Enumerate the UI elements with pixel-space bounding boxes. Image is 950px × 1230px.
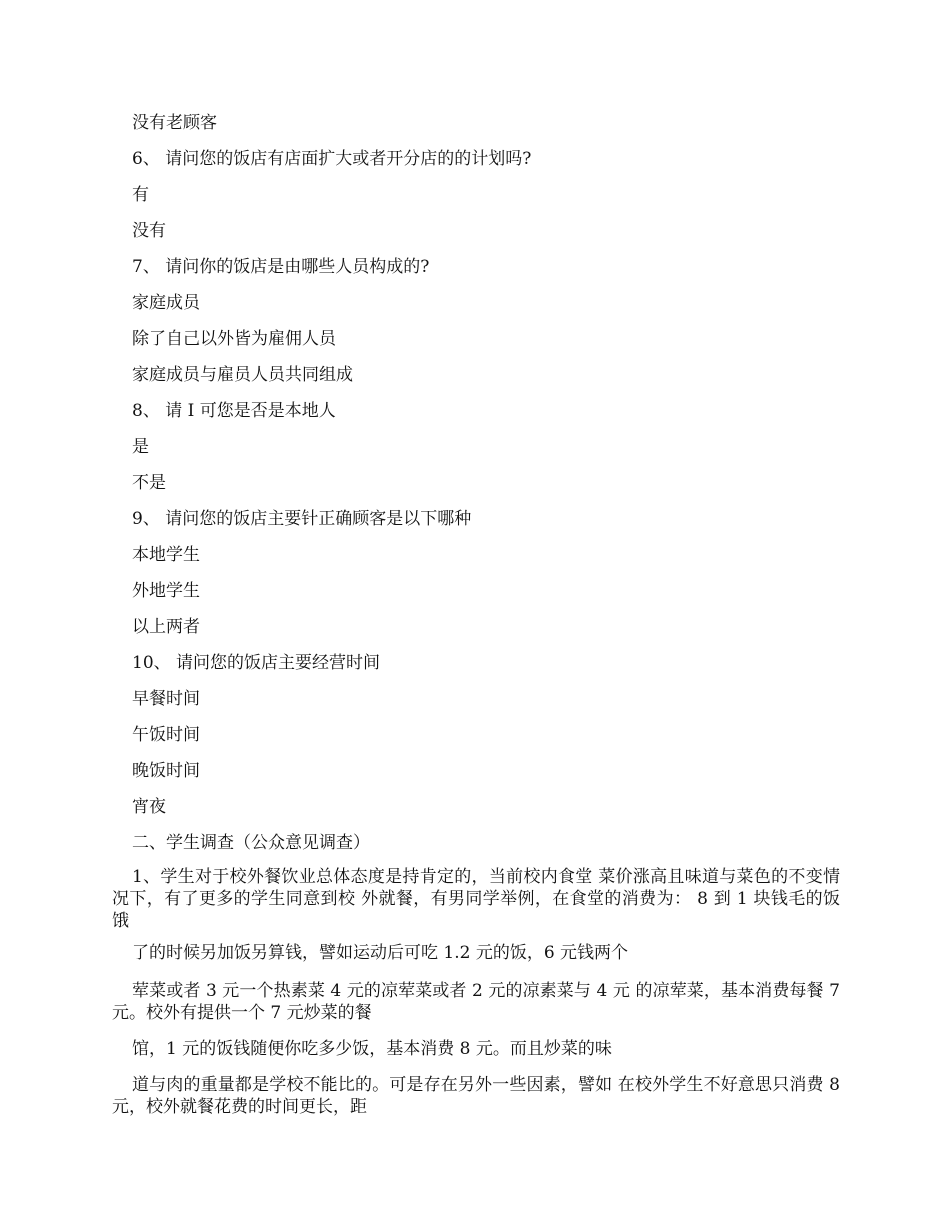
answer-option-mixed: 家庭成员与雇员人员共同组成	[132, 365, 353, 385]
answer-option-is-not: 不是	[132, 473, 166, 493]
answer-option-no-regulars: 没有老顾客	[132, 113, 217, 133]
answer-option-lunch: 午饭时间	[132, 725, 200, 745]
answer-option-breakfast: 早餐时间	[132, 689, 200, 709]
answer-option-both: 以上两者	[132, 617, 200, 637]
paragraph: 道与肉的重量都是学校不能比的。可是存在另外一些因素，譬如 在校外学生不好意思只消费 8 元，校外就餐花费的时间更长，距	[112, 1075, 840, 1117]
answer-option-local-students: 本地学生	[132, 545, 200, 565]
answer-option-is: 是	[132, 437, 149, 457]
paragraph: 了的时候另加饭另算钱，譬如运动后可吃 1.2 元的饭，6 元钱两个	[132, 943, 629, 963]
question-9: 9、 请问您的饭店主要针正确顾客是以下哪种	[132, 509, 472, 529]
question-6: 6、 请问您的饭店有店面扩大或者开分店的的计划吗?	[132, 149, 532, 169]
answer-option-no: 没有	[132, 221, 166, 241]
paragraph: 1、学生对于校外餐饮业总体态度是持肯定的，当前校内食堂 菜价涨高且味道与菜色的不变情况下，有了更多的学生同意到校 外就餐，有男同学举例，在食堂的消费为： 8 到 1 块钱毛的饭饿	[112, 867, 840, 931]
answer-option-family: 家庭成员	[132, 293, 200, 313]
answer-option-nonlocal-students: 外地学生	[132, 581, 200, 601]
answer-option-hired: 除了自己以外皆为雇佣人员	[132, 329, 336, 349]
question-10: 10、 请问您的饭店主要经营时间	[132, 653, 381, 673]
question-7: 7、 请问你的饭店是由哪些人员构成的?	[132, 257, 430, 277]
question-8: 8、 请 I 可您是否是本地人	[132, 401, 336, 421]
paragraph: 荤菜或者 3 元一个热素菜 4 元的凉荤菜或者 2 元的凉素菜与 4 元 的凉荤菜，基本消费每餐 7 元。校外有提供一个 7 元炒菜的餐	[112, 981, 840, 1023]
paragraph: 馆，1 元的饭钱随便你吃多少饭，基本消费 8 元。而且炒菜的味	[132, 1039, 612, 1059]
section-heading: 二、学生调查（公众意见调查）	[132, 833, 370, 853]
answer-option-dinner: 晚饭时间	[132, 761, 200, 781]
answer-option-late-night: 宵夜	[132, 797, 166, 817]
answer-option-yes: 有	[132, 185, 149, 205]
